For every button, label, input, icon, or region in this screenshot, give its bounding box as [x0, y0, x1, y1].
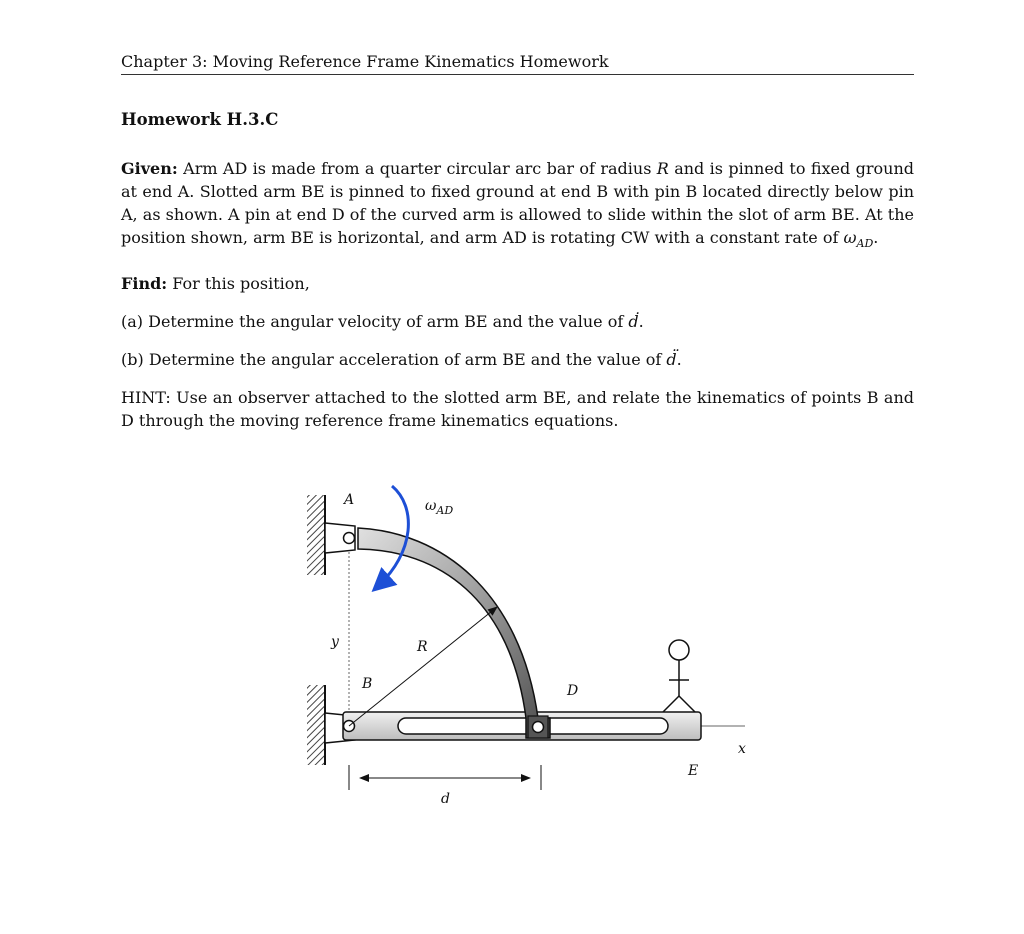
- part-b: [121, 348, 914, 371]
- find-paragraph: [121, 272, 914, 295]
- label-b: B: [362, 676, 373, 692]
- ground-lower-hatch: [307, 685, 325, 765]
- part-a-symbol: ḋ: [628, 312, 639, 331]
- part-b-symbol: d̈: [666, 350, 677, 369]
- label-omega: [425, 498, 453, 517]
- label-y: y: [331, 634, 339, 650]
- given-text-1: Arm AD is made from a quarter circular arc bar of radius: [177, 159, 657, 178]
- pin-d: [533, 722, 544, 733]
- label-r: R: [417, 639, 428, 655]
- find-text: For this position,: [167, 274, 310, 293]
- label-e: E: [688, 763, 699, 779]
- given-label: Given:: [121, 159, 178, 178]
- mechanism-figure: [270, 470, 790, 820]
- hint-paragraph: HINT: Use an observer attached to the slotted arm BE, and relate the kinematics of points B and D through the moving reference frame kinematics equations.: [121, 388, 914, 430]
- label-d-point: D: [567, 683, 579, 699]
- part-a-text: (a) Determine the angular velocity of arm BE and the value of: [121, 312, 629, 331]
- given-text-2: and is pinned to fixed ground at end A. Slotted arm BE is pinned to fixed ground at end B with pin B located directly below pin A, as shown. A pin at end D of the curved arm is allowed to slide within the slot of arm BE. At the position shown, arm BE is horizontal, and arm AD is rotating CW with a constant rate of: [121, 159, 915, 247]
- label-d-distance: d: [441, 791, 450, 807]
- radius-arrow: [349, 607, 497, 726]
- label-x: x: [738, 741, 746, 757]
- mechanism-diagram: [270, 470, 790, 820]
- given-omega-symbol: ω: [843, 228, 857, 247]
- find-label: Find:: [121, 274, 168, 293]
- given-radius-symbol: R: [656, 159, 669, 178]
- pin-a: [344, 533, 355, 544]
- given-paragraph: [121, 157, 914, 255]
- label-omega-subscript: AD: [436, 504, 454, 517]
- label-omega-symbol: ω: [425, 498, 437, 514]
- label-a: A: [344, 492, 355, 508]
- given-omega-subscript: AD: [856, 237, 874, 251]
- chapter-header: Chapter 3: Moving Reference Frame Kinematics Homework: [121, 52, 914, 75]
- part-b-end: .: [676, 350, 682, 369]
- given-text-end: .: [873, 228, 879, 247]
- observer-head: [669, 640, 689, 660]
- part-a: [121, 310, 914, 333]
- curved-arm-ad: [358, 528, 550, 738]
- ground-upper-hatch: [307, 495, 325, 575]
- part-a-end: .: [638, 312, 644, 331]
- observer-legs: [663, 696, 695, 712]
- part-b-text: (b) Determine the angular acceleration of arm BE and the value of: [121, 350, 667, 369]
- homework-title: Homework H.3.C: [121, 110, 279, 129]
